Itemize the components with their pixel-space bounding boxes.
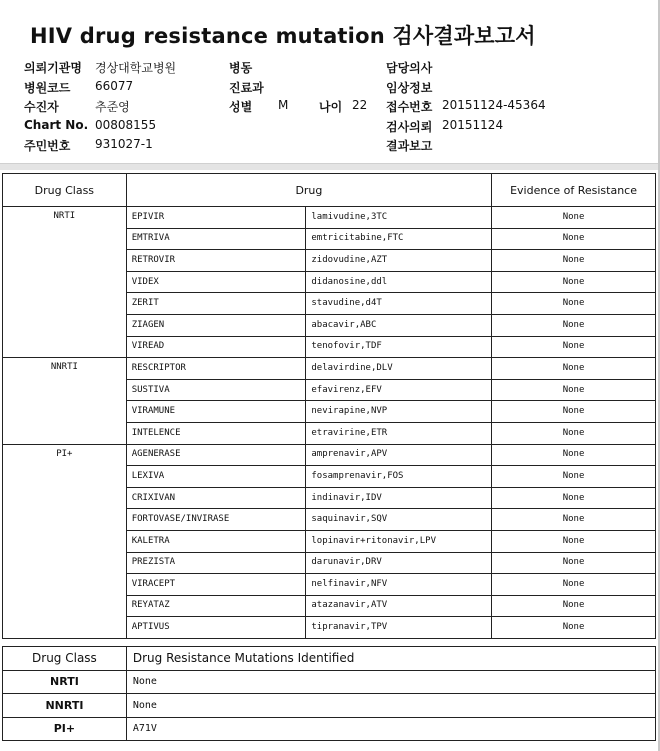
- drug-name-cell: RETROVIR: [126, 250, 306, 272]
- generic-name-cell: zidovudine,AZT: [306, 250, 492, 272]
- drug-class-cell: NRTI: [3, 207, 127, 358]
- drug-class-header: Drug Class: [3, 174, 127, 207]
- receipt-no-value: 20151124-45364: [442, 98, 546, 112]
- evidence-cell: None: [492, 401, 656, 423]
- evidence-cell: None: [492, 444, 656, 466]
- drug-name-cell: INTELENCE: [126, 422, 306, 444]
- drug-name-cell: REYATAZ: [126, 595, 306, 617]
- drug-name-cell: RESCRIPTOR: [126, 358, 306, 380]
- drug-name-cell: APTIVUS: [126, 617, 306, 639]
- drug-name-cell: ZIAGEN: [126, 314, 306, 336]
- evidence-cell: None: [492, 379, 656, 401]
- table-header-row: [3, 647, 656, 671]
- mutation-class-cell: NRTI: [3, 670, 127, 694]
- drug-name-cell: EPIVIR: [126, 207, 306, 229]
- mutation-class-cell: PI+: [3, 717, 127, 741]
- table-row: [3, 717, 656, 741]
- request-date-value: 20151124: [442, 118, 504, 132]
- mutation-list-cell: None: [126, 670, 655, 694]
- drug-name-cell: PREZISTA: [126, 552, 306, 574]
- table-row: [3, 207, 656, 229]
- report-date-label: 결과보고: [386, 139, 433, 153]
- resident-id-label: 주민번호: [24, 139, 71, 153]
- mutation-list-cell: None: [126, 694, 655, 718]
- generic-name-cell: lopinavir+ritonavir,LPV: [306, 530, 492, 552]
- mutation-class-header: Drug Class: [3, 647, 127, 671]
- generic-name-cell: tenofovir,TDF: [306, 336, 492, 358]
- drug-resistance-table: [2, 173, 656, 639]
- chart-no-label: Chart No.: [24, 118, 89, 132]
- drug-name-cell: SUSTIVA: [126, 379, 306, 401]
- request-date-label: 검사의뢰: [386, 120, 433, 134]
- table-row: [3, 358, 656, 380]
- drug-name-cell: ZERIT: [126, 293, 306, 315]
- department-label: 진료과: [229, 81, 264, 95]
- mutation-table-body: [3, 670, 656, 741]
- generic-name-cell: saquinavir,SQV: [306, 509, 492, 531]
- generic-name-cell: amprenavir,APV: [306, 444, 492, 466]
- generic-name-cell: nevirapine,NVP: [306, 401, 492, 423]
- drug-name-cell: EMTRIVA: [126, 228, 306, 250]
- drug-name-cell: CRIXIVAN: [126, 487, 306, 509]
- drug-name-cell: VIRAMUNE: [126, 401, 306, 423]
- drug-name-cell: VIREAD: [126, 336, 306, 358]
- drug-table-body: [3, 207, 656, 639]
- age-value: 22: [352, 98, 368, 112]
- generic-name-cell: tipranavir,TPV: [306, 617, 492, 639]
- mutation-list-cell: A71V: [126, 717, 655, 741]
- generic-name-cell: atazanavir,ATV: [306, 595, 492, 617]
- patient-label: 수진자: [24, 100, 59, 114]
- section-divider: [0, 163, 658, 170]
- clinical-info-label: 임상정보: [386, 81, 433, 95]
- table-header-row: [3, 174, 656, 207]
- hospital-code-value: 66077: [95, 79, 134, 93]
- generic-name-cell: abacavir,ABC: [306, 314, 492, 336]
- sex-value: M: [278, 98, 289, 112]
- drug-name-cell: VIDEX: [126, 271, 306, 293]
- age-label: 나이: [319, 100, 343, 114]
- table-row: [3, 694, 656, 718]
- evidence-cell: None: [492, 595, 656, 617]
- evidence-header: Evidence of Resistance: [492, 174, 656, 207]
- generic-name-cell: emtricitabine,FTC: [306, 228, 492, 250]
- drug-name-cell: LEXIVA: [126, 466, 306, 488]
- receipt-no-label: 접수번호: [386, 100, 433, 114]
- ward-label: 병동: [229, 61, 253, 75]
- generic-name-cell: efavirenz,EFV: [306, 379, 492, 401]
- drug-name-cell: VIRACEPT: [126, 574, 306, 596]
- mutation-class-cell: NNRTI: [3, 694, 127, 718]
- table-row: [3, 670, 656, 694]
- drug-class-cell: PI+: [3, 444, 127, 638]
- chart-no-value: 00808155: [95, 118, 157, 132]
- generic-name-cell: indinavir,IDV: [306, 487, 492, 509]
- generic-name-cell: fosamprenavir,FOS: [306, 466, 492, 488]
- drug-header: Drug: [126, 174, 491, 207]
- institution-value: 경상대학교병원: [95, 61, 177, 75]
- generic-name-cell: stavudine,d4T: [306, 293, 492, 315]
- generic-name-cell: etravirine,ETR: [306, 422, 492, 444]
- table-row: [3, 444, 656, 466]
- generic-name-cell: delavirdine,DLV: [306, 358, 492, 380]
- mutation-table: [2, 646, 656, 741]
- evidence-cell: None: [492, 487, 656, 509]
- evidence-cell: None: [492, 314, 656, 336]
- evidence-cell: None: [492, 336, 656, 358]
- institution-label: 의뢰기관명: [24, 61, 82, 75]
- evidence-cell: None: [492, 574, 656, 596]
- drug-name-cell: AGENERASE: [126, 444, 306, 466]
- generic-name-cell: didanosine,ddl: [306, 271, 492, 293]
- patient-value: 추준영: [95, 100, 130, 114]
- evidence-cell: None: [492, 509, 656, 531]
- evidence-cell: None: [492, 293, 656, 315]
- drug-name-cell: KALETRA: [126, 530, 306, 552]
- generic-name-cell: nelfinavir,NFV: [306, 574, 492, 596]
- evidence-cell: None: [492, 207, 656, 229]
- report-title: HIV drug resistance mutation 검사결과보고서: [30, 24, 536, 48]
- evidence-cell: None: [492, 552, 656, 574]
- evidence-cell: None: [492, 466, 656, 488]
- resident-id-value: 931027-1: [95, 137, 153, 151]
- doctor-label: 담당의사: [386, 61, 433, 75]
- evidence-cell: None: [492, 617, 656, 639]
- evidence-cell: None: [492, 250, 656, 272]
- sex-label: 성별: [229, 100, 253, 114]
- mutations-header: Drug Resistance Mutations Identified: [126, 647, 655, 671]
- drug-name-cell: FORTOVASE/INVIRASE: [126, 509, 306, 531]
- generic-name-cell: darunavir,DRV: [306, 552, 492, 574]
- drug-class-cell: NNRTI: [3, 358, 127, 444]
- evidence-cell: None: [492, 271, 656, 293]
- evidence-cell: None: [492, 358, 656, 380]
- generic-name-cell: lamivudine,3TC: [306, 207, 492, 229]
- evidence-cell: None: [492, 530, 656, 552]
- hospital-code-label: 병원코드: [24, 81, 71, 95]
- evidence-cell: None: [492, 422, 656, 444]
- evidence-cell: None: [492, 228, 656, 250]
